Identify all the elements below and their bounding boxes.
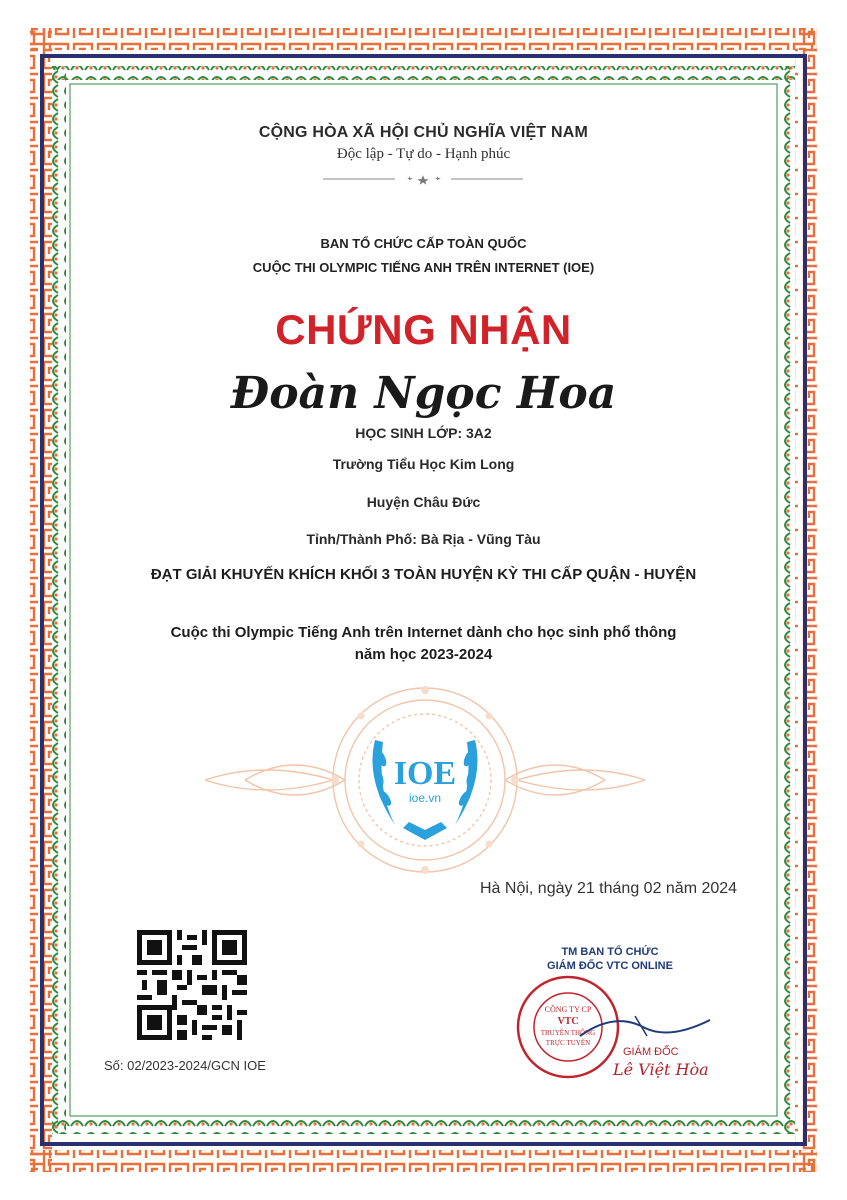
district-name: Huyện Châu Đức bbox=[366, 494, 481, 510]
award-line: ĐẠT GIẢI KHUYẾN KHÍCH KHỐI 3 TOÀN HUYỆN KỲ THI CẤP QUẬN - HUYỆN bbox=[150, 566, 697, 583]
date-line: Hà Nội, ngày 21 tháng 02 năm 2024 bbox=[480, 880, 738, 897]
signature-org-line-1: TM BAN TỔ CHỨC bbox=[561, 946, 659, 958]
stamp-company-line-2: VTC bbox=[557, 1016, 579, 1027]
organizer-line-2: CUỘC THI OLYMPIC TIẾNG ANH TRÊN INTERNET (IOE) bbox=[252, 260, 595, 275]
certificate-title: CHỨNG NHẬN bbox=[275, 306, 572, 353]
motto: Độc lập - Tự do - Hạnh phúc bbox=[336, 146, 511, 162]
star-icon bbox=[407, 175, 441, 185]
contest-description bbox=[0, 622, 847, 666]
province-name: Tỉnh/Thành Phố: Bà Rịa - Vũng Tàu bbox=[306, 531, 541, 547]
recipient-name: Đoàn Ngọc Hoa bbox=[230, 368, 617, 419]
stamp-company-line-3: TRUYỀN THÔNG bbox=[540, 1029, 596, 1037]
republic-heading: CỘNG HÒA XÃ HỘI CHỦ NGHĨA VIỆT NAM bbox=[258, 124, 589, 141]
logo-url: ioe.vn bbox=[408, 791, 442, 805]
divider bbox=[323, 172, 523, 186]
class-line: HỌC SINH LỚP: 3A2 bbox=[355, 425, 492, 441]
serial-number: Số: 02/2023-2024/GCN IOE bbox=[104, 1058, 266, 1073]
contest-line-2: năm học 2023-2024 bbox=[354, 646, 493, 663]
qr-code-icon bbox=[137, 930, 247, 1040]
stamp-company-line-4: TRỰC TUYẾN bbox=[545, 1039, 591, 1047]
stamp-company-line-1: CÔNG TY CP bbox=[544, 1005, 592, 1014]
ioe-emblem bbox=[205, 680, 645, 880]
organizer-line-1: BAN TỔ CHỨC CẤP TOÀN QUỐC bbox=[320, 236, 527, 251]
contest-line-1: Cuộc thi Olympic Tiếng Anh trên Internet dành cho học sinh phổ thông bbox=[170, 624, 677, 641]
signature-scribble-icon bbox=[575, 1006, 715, 1046]
signer-name: Lê Việt Hòa bbox=[613, 1060, 709, 1079]
logo-text: IOE bbox=[393, 755, 457, 792]
signature-block bbox=[505, 946, 715, 1086]
signer-title: GIÁM ĐỐC bbox=[623, 1046, 679, 1058]
school-name: Trường Tiểu Học Kim Long bbox=[332, 456, 515, 472]
signature-org-line-2: GIÁM ĐỐC VTC ONLINE bbox=[547, 960, 673, 972]
